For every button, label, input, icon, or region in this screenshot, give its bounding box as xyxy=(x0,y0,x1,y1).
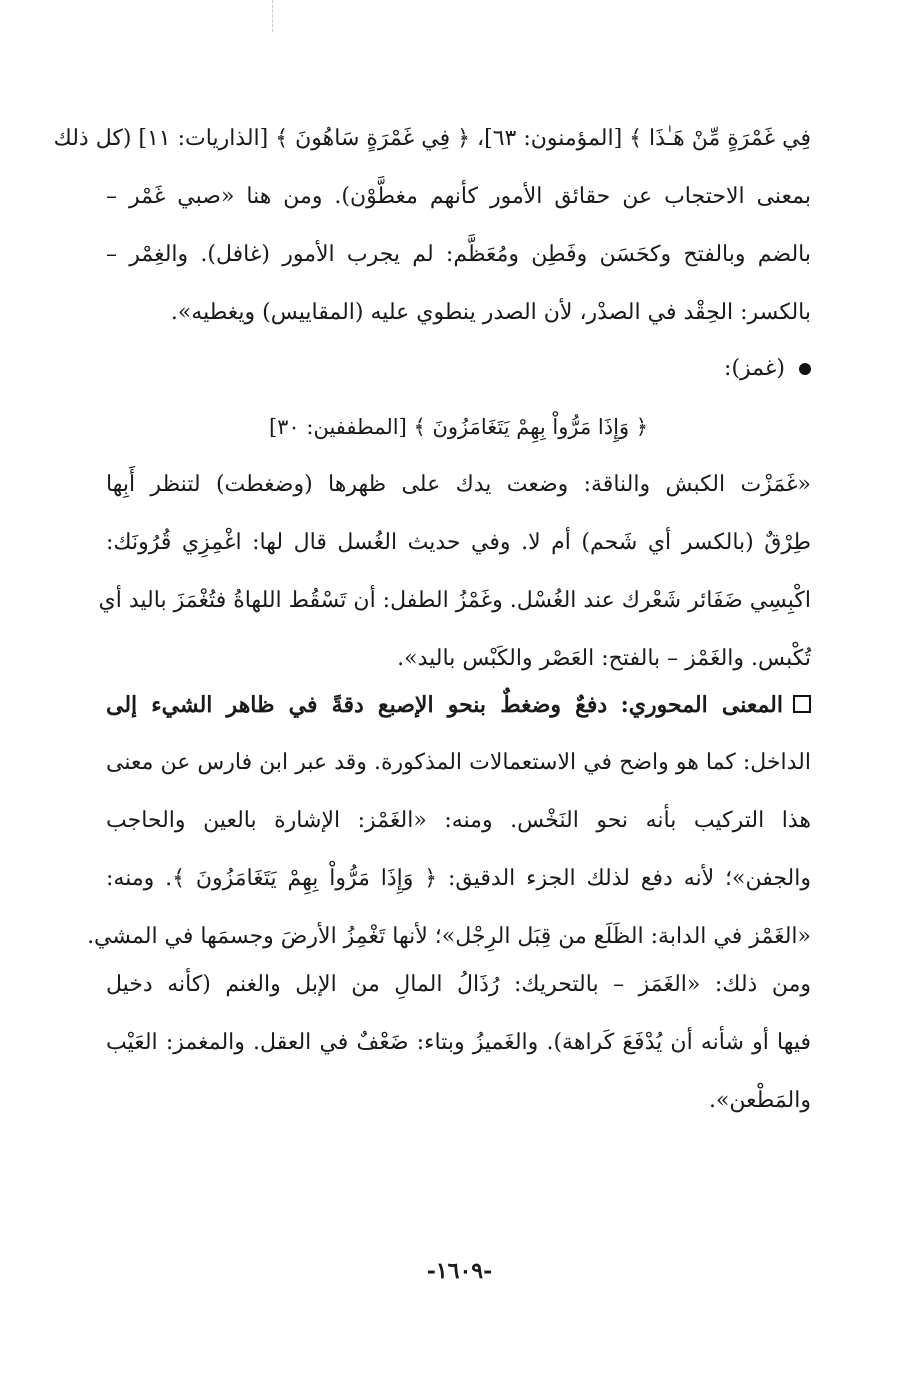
quran-verse xyxy=(106,398,811,456)
entry-heading xyxy=(106,340,811,398)
crop-mark xyxy=(272,0,274,32)
paragraph-ghamaz xyxy=(106,956,811,1130)
text-line: فِي غَمْرَةٍ مِّنْ هَـٰذَا ﴾ [المؤمنون: ٦٣]، ﴿ فِي غَمْرَةٍ سَاهُونَ ﴾ [الذاريات: ١١] (كل ذلك xyxy=(53,126,811,151)
text-line: والمَطْعن». xyxy=(708,1088,811,1113)
text-line: «الغَمْز في الدابة: الظَلَع من قِبَل الرِجْل»؛ لأنها تَغْمِزُ الأرضَ وجسمَها في المشي. xyxy=(87,924,811,949)
text-line: هذا التركيب بأنه نحو النَخْس. ومنه: «الغَمْز: الإشارة بالعين والحاجب xyxy=(106,808,811,833)
square-marker-icon xyxy=(793,695,811,713)
verse-text: ﴿ وَإِذَا مَرُّواْ بِهِمْ يَتَغَامَزُونَ ﴾ [المطففين: ٣٠] xyxy=(268,415,649,439)
core-meaning-definition: دفعٌ وضغطٌ بنحو الإصبع دقةً في ظاهر الشيء إلى xyxy=(106,692,608,718)
paragraph-ghamr xyxy=(53,110,811,342)
bullet-icon xyxy=(799,363,811,375)
text-line: فيها أو شأنه أن يُدْفَعَ كَراهة). والغَميزُ وبتاء: ضَعْفٌ في العقل. والمغمز: العَيْب xyxy=(106,1030,811,1055)
text-line: والجفن»؛ لأنه دفع لذلك الجزء الدقيق: ﴿ وَإِذَا مَرُّواْ بِهِمْ يَتَغَامَزُونَ ﴾. ومنه: xyxy=(106,866,811,891)
core-meaning-first-line xyxy=(106,676,811,734)
text-line: بالكسر: الحِقْد في الصدْر، لأن الصدر ينطوي عليه (المقاييس) ويغطيه». xyxy=(170,300,811,325)
text-line: «غَمَزْت الكبش والناقة: وضعت يدك على ظهرها (وضغطت) لتنظر أَبِها xyxy=(106,472,811,497)
paragraph-core-meaning xyxy=(87,676,811,966)
heading-text: (غمز): xyxy=(724,356,785,381)
text-line: الداخل: كما هو واضح في الاستعمالات المذكورة. وقد عبر ابن فارس عن معنى xyxy=(106,750,811,775)
text-line: تُكْبس. والغَمْز – بالفتح: العَصْر والكَبْس باليد». xyxy=(397,646,811,671)
text-line: طِرْقٌ (بالكسر أي شَحم) أم لا. وفي حديث الغُسل قال لها: اغْمِزِي قُرُونَك: xyxy=(106,530,811,555)
text-line: اكْبِسِي ضَفَائر شَعْرك عند الغُسْل. وغَمْزُ الطفل: أن تَسْقُط اللهاةُ فتُغْمَزَ باليد أي xyxy=(98,588,811,613)
core-meaning-label: المعنى المحوري: xyxy=(620,692,783,718)
paragraph-lexicon xyxy=(98,456,811,688)
text-line: ومن ذلك: «الغَمَز – بالتحريك: رُذَالُ المالِ من الإبل والغنم (كأنه دخيل xyxy=(106,972,811,997)
text-line: بالضم وبالفتح وكحَسَن وفَطِن ومُعَظَّم: لم يجرب الأمور (غافل). والغِمْر – xyxy=(106,242,811,267)
page-number: -١٦٠٩- xyxy=(426,1258,493,1284)
text-line: بمعنى الاحتجاب عن حقائق الأمور كأنهم مغطَّوْن). ومن هنا «صبي غَمْر – xyxy=(106,184,811,209)
